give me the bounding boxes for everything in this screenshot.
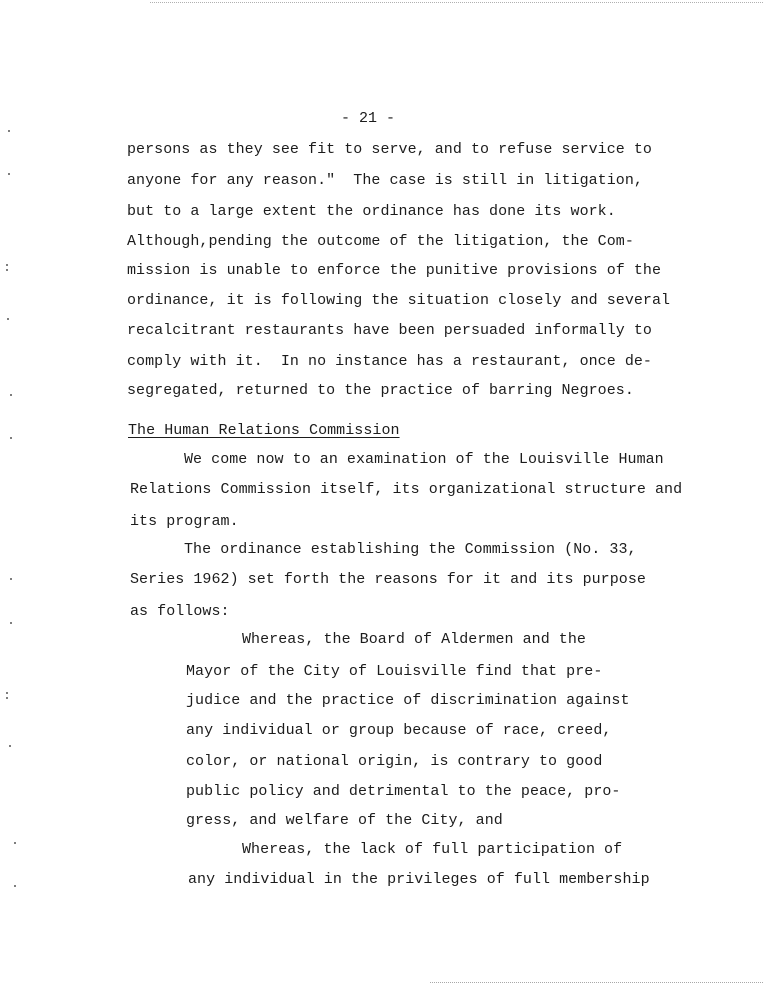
- section-heading: The Human Relations Commission: [128, 422, 400, 439]
- scan-speck: [6, 264, 8, 266]
- quote-line: gress, and welfare of the City, and: [186, 812, 503, 829]
- text-line: anyone for any reason." The case is still in litigation,: [127, 172, 643, 189]
- scan-speck: [10, 394, 12, 396]
- scan-speck: [14, 842, 16, 844]
- scan-speck: [6, 269, 8, 271]
- text-line: We come now to an examination of the Louisville Human: [184, 451, 664, 468]
- quote-line: Whereas, the Board of Aldermen and the: [242, 631, 586, 648]
- text-line: comply with it. In no instance has a restaurant, once de-: [127, 353, 652, 370]
- top-scan-edge: [150, 2, 763, 3]
- text-line: Relations Commission itself, its organizational structure and: [130, 481, 683, 498]
- scan-speck: [8, 130, 10, 132]
- quote-line: color, or national origin, is contrary to good: [186, 753, 603, 770]
- quote-line: Mayor of the City of Louisville find that pre-: [186, 663, 603, 680]
- scan-speck: [9, 745, 11, 747]
- quote-line: any individual or group because of race, creed,: [186, 722, 612, 739]
- text-line: but to a large extent the ordinance has done its work.: [127, 203, 616, 220]
- scan-speck: [6, 697, 8, 699]
- text-line: The ordinance establishing the Commission (No. 33,: [184, 541, 637, 558]
- bottom-scan-edge: [430, 982, 763, 983]
- text-line: persons as they see fit to serve, and to refuse service to: [127, 141, 652, 158]
- scan-speck: [14, 885, 16, 887]
- text-line: its program.: [130, 513, 239, 530]
- text-line: as follows:: [130, 603, 230, 620]
- text-line: segregated, returned to the practice of barring Negroes.: [127, 382, 634, 399]
- scan-speck: [7, 318, 9, 320]
- text-line: ordinance, it is following the situation closely and several: [127, 292, 671, 309]
- quote-line: Whereas, the lack of full participation of: [242, 841, 623, 858]
- scan-speck: [10, 622, 12, 624]
- text-line: mission is unable to enforce the punitive provisions of the: [127, 262, 662, 279]
- quote-line: judice and the practice of discrimination against: [186, 692, 630, 709]
- text-line: Series 1962) set forth the reasons for it and its purpose: [130, 571, 646, 588]
- text-line: Although,pending the outcome of the litigation, the Com-: [127, 233, 634, 250]
- scan-speck: [10, 437, 12, 439]
- scan-speck: [8, 173, 10, 175]
- quote-line: any individual in the privileges of full membership: [188, 871, 650, 888]
- scan-speck: [6, 692, 8, 694]
- page-number: - 21 -: [341, 110, 396, 127]
- text-line: recalcitrant restaurants have been persuaded informally to: [127, 322, 652, 339]
- scan-speck: [10, 578, 12, 580]
- quote-line: public policy and detrimental to the peace, pro-: [186, 783, 621, 800]
